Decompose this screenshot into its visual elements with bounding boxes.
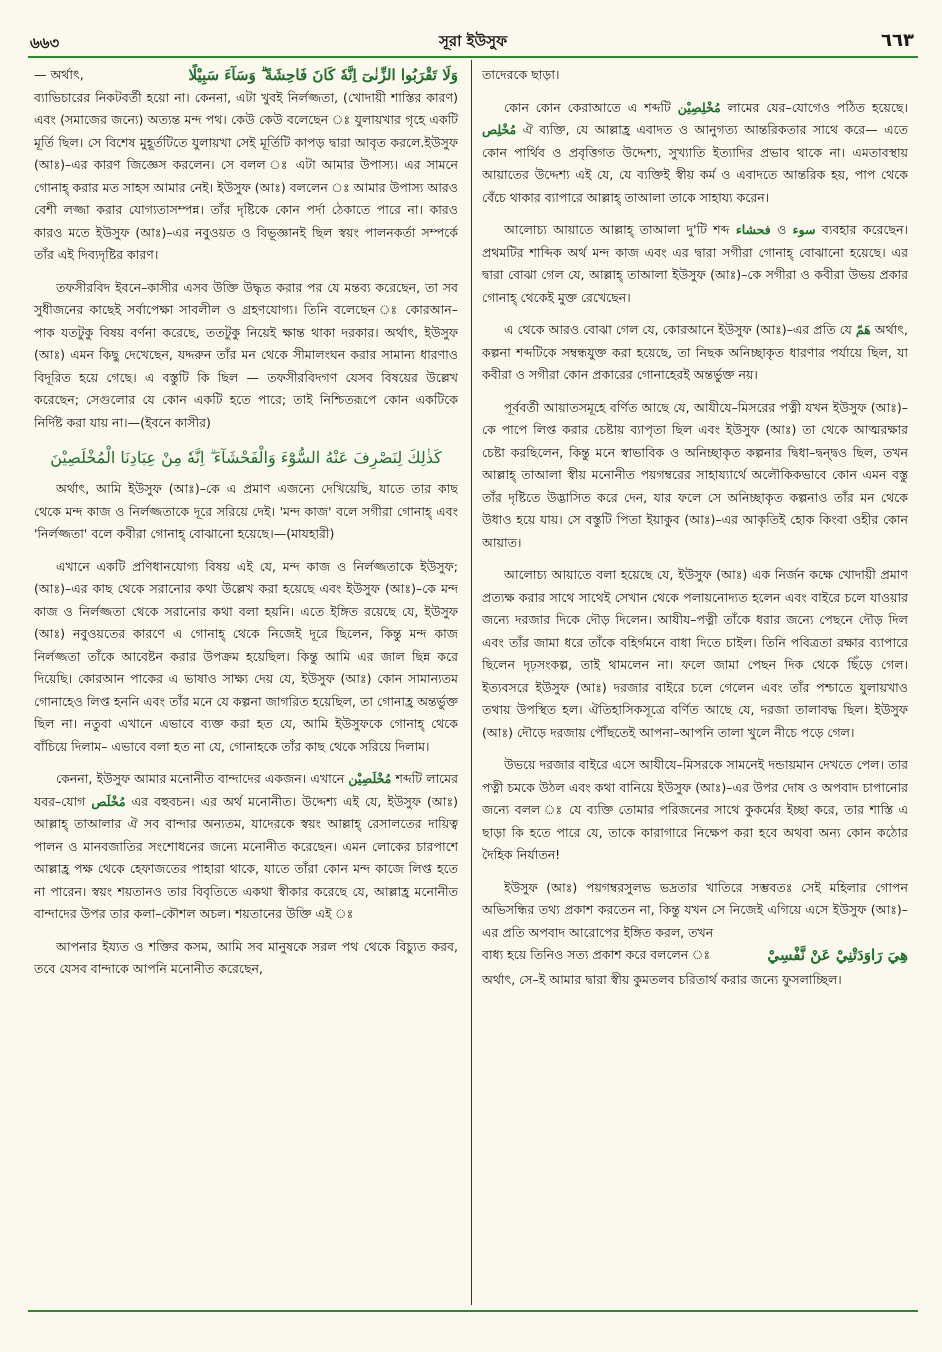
verse-line-right (482, 944, 908, 967)
paragraph: তফসীরবিদ ইবনে–কাসীর এসব উক্তি উদ্ধৃত করার পর যে মন্তব্য করেছেন, তা সব সুধীজনের কাছেই সর্বাপেক্ষা সাবলীল ও গ্রহণযোগ্য। তিনি বলেছেন ঃ কোরআন–পাক যতটুকু বিষয় বর্ণনা করেছে, ততটুকু নিয়েই ক্ষান্ত থাকা দরকার। অর্থাৎ, ইউসুফ (আঃ) এমন কিছু দেখেছেন, যদ্দরুন তাঁর মন থেকে সীমালংঘন করার সামান্য ধারণাও বিদূরিত হয়ে গেছে। এ বস্তুটি কি ছিল — তফসীরবিদগণ যেসব বিষয়ের উল্লেখ করেছেন; সেগুলোর যে কোন একটি হতে পারে; তাই নিশ্চিতরূপে কোন একটিকে নির্দিষ্ট করা যায় না।—(ইবনে কাসীর) (34, 279, 458, 430)
paragraph: এখানে একটি প্রণিধানযোগ্য বিষয় এই যে, মন্দ কাজ ও নির্লজ্জতাকে ইউসুফ; (আঃ)–এর কাছ থেকে সরানোর কথা উল্লেখ করা হয়েছে এবং ইউসুফ (আঃ)–কে মন্দ কাজ ও নির্লজ্জতা থেকে সরানোর কথা বলা হয়নি। এতে ইঙ্গিত রয়েছে যে, ইউসুফ (আঃ) নবুওয়তের কারণে এ গোনাহ্ থেকে নিজেই দূরে ছিলেন, কিন্তু মন্দ কাজ নির্লজ্জতা তাঁকে আবেষ্টন করার উপক্রম হয়েছিল। কিন্তু আমি এর জাল ছিন্ন করে দিয়েছি। কোরআন পাকের এ ভাষাও সাক্ষ্য দেয় যে, ইউসুফ (আঃ) কোন সামান্যতম গোনাহেও লিপ্ত হননি এবং তাঁর মনে যে কল্পনা জাগরিত হয়েছিল, তা গোনাহ্র অন্তর্ভুক্ত ছিল না। নতুবা এখানে এভাবে ব্যক্ত করা হত যে, আমি ইউসুফকে গোনাহ্ থেকে বাঁচিয়ে দিলাম– এভাবে বলা হত না যে, গোনাহকে তাঁর কাছ থেকে সরিয়ে দিলাম। (34, 558, 458, 754)
column-divider (471, 60, 472, 1305)
verse-suffix: — অর্থাৎ, (34, 67, 84, 82)
paragraph (34, 768, 458, 926)
arabic-verse-3: هِيَ رَاوَدَتْنِيْ عَنْ نَّفْسِيْ (767, 946, 908, 964)
arabic-verse-1: وَلَا تَقْرَبُوا الزِّنٰىٓ اِنَّهٗ كَانَ فَاحِشَةً ۗ وَسَآءَ سَبِيْلًا (188, 66, 458, 84)
paragraph: ব্যাভিচারের নিকটবর্তী হয়ো না। কেননা, এটা খুবই নির্লজ্জতা, (খোদায়ী শাস্তির কারণ) এবং (সমাজের জন্যে) অত্যন্ত মন্দ পথ। কেউ কেউ বলেছেন ঃ যুলায়খার গৃহে একটি মূর্তি ছিল। সে বিশেষ মুহূর্তটিতে যুলায়খা সেই মূর্তিটি কাপড় দ্বারা আবৃত করলে.ইউসুফ (আঃ)–এর কারণ জিজ্ঞেস করলেন। সে বলল ঃ এটা আমার উপাস্য। এর সামনে গোনাহ্ করার মত সাহস আমার নেই। ইউসুফ (আঃ) বললেন ঃ আমার উপাস্য আরও বেশী লজ্জা করার যোগ্যতাসম্পন্ন। তাঁর দৃষ্টিকে কোন পর্দা ঠেকাতে পারে না। কারও কারও মতে ইউসুফ (আঃ)–এর নবুওয়ত ও বিভূজ্ঞানই ছিল স্বয়ং পালনকর্তা সম্পর্কে তাঁর এই দিব্যদৃষ্টির কারণ। (34, 89, 458, 262)
paragraph: আলোচ্য আয়াতে বলা হয়েছে যে, ইউসুফ (আঃ) এক নির্জন কক্ষে খোদায়ী প্রমাণ প্রত্যক্ষ করার সাথে সাথেই সেখান থেকে পলায়নোদ্যত হলেন এবং বাইরে চলে যাওয়ার জন্যে দরজার দিকে দৌড় দিলেন। আযীয–পত্নী তাঁকে ধরার জন্যে পেছনে দৌড় দিল এবং তাঁর জামা ধরে তাঁকে বহির্গমনে বাধা দিতে চাইল। তিনি পবিত্রতা রক্ষার ব্যাপারে ছিলেন দৃঢ়সংকল্প, তাই থামলেন না। ফলে জামা পেছন দিক থেকে ছিঁড়ে গেল। ইত্যবসরে ইউসুফ (আঃ) দরজার বাইরে চলে গেলেন এবং তাঁর পশ্চাতে যুলায়খাও তথায় উপস্থিত হল। ঐতিহাসিকসূত্রে বর্ণিত আছে যে, দরজা তালাবদ্ধ ছিল। ইউসুফ (আঃ) দৌড়ে দরজায় পৌঁছতেই আপনা–আপনি তালা খুলে নীচে পড়ে গেল। (482, 567, 908, 740)
arabic-word: مُخْلِص (482, 122, 517, 137)
arabic-word: فحشاء (735, 222, 771, 237)
text-span: ব্যবহার করেছেন। প্রথমটির শাব্দিক অর্থ মন্দ কাজ এবং এর দ্বারা সগীরা গোনাহ্ বোঝানো হয়েছে। এর দ্বারা বোঝা গেল যে, আল্লাহ্ তাআলা ইউসুফ (আঃ)–কে সগীরা ও কবীরা উভয় প্রকার গোনাহ্ থেকেই মুক্ত রেখেছেন। (482, 222, 908, 305)
paragraph: তাদেরকে ছাড়া। (482, 67, 560, 82)
paragraph (482, 319, 908, 387)
paragraph: আপনার ইয্যত ও শক্তির কসম, আমি সব মানুষকে সরল পথ থেকে বিচ্যুত করব, তবে যেসব বান্দাকে আপনি মনোনীত করেছেন, (34, 938, 458, 976)
text-span: আলোচ্য আয়াতে আল্লাহ্ তাআলা দু'টি শব্দ (504, 222, 730, 237)
arabic-word: مُخْلَصِيْن (348, 771, 392, 786)
verse-line-1 (34, 64, 458, 87)
paragraph (482, 97, 908, 210)
text-span: ও (777, 222, 787, 237)
text-span: অর্থাৎ, কল্পনা শব্দটিকে সম্বন্ধযুক্ত করা হয়েছে, তা নিছক অনিচ্ছাকৃত ধারণার পর্যায়ে ছিল, যা কবীরা ও সগীরা কোন প্রকারের গোনাহেরই অন্তর্ভুক্ত নয়। (482, 322, 908, 382)
paragraph: অর্থাৎ, সে–ই আমার দ্বারা স্বীয় কুমতলব চরিতার্থ করার জন্যে ফুসলাচ্ছিল। (482, 971, 842, 987)
text-span: এ থেকে আরও বোঝা গেল যে, কোরআনে ইউসুফ (আঃ)–এর প্রতি যে (504, 322, 852, 337)
text-span: ঐ ব্যক্তি, যে আল্লাহ্র এবাদত ও আনুগত্য আন্তরিকতার সাথে করে— এতে কোন পার্থিব ও প্রবৃত্তিগত উদ্দেশ্য, সুখ্যাতি ইত্যাদির প্রভাব থাকে না। এমতাবস্থায় আয়াতের উদ্দেশ্য এই যে, যে ব্যক্তিই স্বীয় কর্ম ও এবাদতে আন্তরিক হয়, পাপ থেকে বেঁচে থাকার ব্যাপারে আল্লাহ্ তাআলা তাকে সাহায্য করেন। (482, 122, 908, 205)
text-span: শব্দটি লামের যবর–যোগ (34, 771, 458, 809)
page-number-right: ٦٦٣ (881, 30, 914, 51)
arabic-word: سوء (792, 222, 816, 237)
paragraph (482, 219, 908, 309)
arabic-verse-2: كَذٰلِكَ لِنَصْرِفَ عَنْهُ السُّوْٓءَ وَالْفَحْشَآءَ ۗ اِنَّهٗ مِنْ عِبَادِنَا الْمُخْلَصِيْنَ (50, 448, 442, 467)
header-rule (28, 56, 918, 58)
text-span: লামের যের–যোগেও পঠিত হয়েছে। (727, 99, 908, 115)
left-column (34, 64, 458, 1304)
arabic-word: مُخْلَص (91, 793, 126, 809)
paragraph: অর্থাৎ, আমি ইউসুফ (আঃ)–কে এ প্রমাণ এজন্যে দেখিয়েছি, যাতে তার কাছ থেকে মন্দ কাজ ও নির্লজ্জতাকে দূরে সরিয়ে দেই। 'মন্দ কাজ' বলে সগীরা গোনাহ্ এবং 'নির্লজ্জতা' বলে কবীরা গোনাহ্ বোঝানো হয়েছে।—(মাযহারী) (34, 481, 458, 541)
surah-title: সূরা ইউসুফ (438, 32, 508, 50)
page-header (28, 22, 918, 56)
text-span: ইউসুফ (আঃ) পয়গম্বরসুলভ ভদ্রতার খাতিরে সম্ভবতঃ সেই মহিলার গোপন অভিসন্ধির তথ্য প্রকাশ করতেন না, কিন্তু যখন সে নিজেই এগিয়ে এসে ইউসুফ (আঃ)–এর প্রতি অপবাদ আরোপের ইঙ্গিত করল, তখন (482, 879, 908, 940)
page-number-left: ৬৬৩ (30, 34, 60, 52)
text-span: বাধ্য হয়ে তিনিও সত্য প্রকাশ করে বললেন ঃ (482, 947, 711, 962)
paragraph (482, 877, 908, 945)
text-span: কেননা, ইউসুফ আমার মনোনীত বান্দাদের একজন। এখানে (56, 771, 345, 786)
paragraph: পূর্ববর্তী আয়াতসমূহে বর্ণিত আছে যে, আযীযে–মিসরের পত্নী যখন ইউসুফ (আঃ)–কে পাপে লিপ্ত করার চেষ্টায় ব্যাপৃতা ছিল এবং ইউসুফ (আঃ) তা থেকে আত্মরক্ষার চেষ্টা করছিলেন, কিন্তু মনে স্বাভাবিক ও অনিচ্ছাকৃত কল্পনার দ্বিধা–দ্বন্দ্বও ছিল, তখন আল্লাহ্ তাআলা স্বীয় মনোনীত পয়গম্বরের সাহায্যার্থে অলৌকিকভাবে কোন এমন বস্তু তাঁর দৃষ্টিতে উদ্ভাসিত করে দেন, যার ফলে সে অনিচ্ছাকৃত কল্পনাও তাঁর মন থেকে উধাও হয়ে যায়। সে বস্তুটি পিতা ইয়াকুব (আঃ)–এর আকৃতিই হোক কিংবা ওহীর কোন আয়াত। (482, 399, 908, 550)
text-span: এর বহুবচন। এর অর্থ মনোনীত। উদ্দেশ্য এই যে, ইউসুফ (আঃ) আল্লাহ্ তাআলার ঐ সব বান্দার অন্যতম, যাদেরকে স্বয়ং আল্লাহ্ রেসালতের দায়িত্ব পালন ও মানবজাতির সংশোধনের জন্যে মনোনীত করেছেন। এমন লোকের চারপাশে আল্লাহ্র পক্ষ থেকে হেফাজতের পাহারা থাকে, যাতে তাঁরা কোন মন্দ কাজে লিপ্ত হতে না পারেন। স্বয়ং শয়তানও তার বিবৃতিতে একথা স্বীকার করেছে যে, আল্লাহ্র মনোনীত বান্দাদের উপর তার কলা–কৌশল অচল। শয়তানের উক্তি এই ঃ (34, 793, 458, 921)
footer-rule (28, 1310, 918, 1312)
paragraph: উভয়ে দরজার বাইরে এসে আযীযে–মিসরকে সামনেই দন্ডায়মান দেখতে পেল। তার পত্নী চমকে উঠল এবং কথা বানিয়ে ইউসুফ (আঃ)–এর উপর দোষ ও অপবাদ চাপানোর জন্যে বলল ঃ যে ব্যক্তি তোমার পরিজনের সাথে কুকর্মের ইচ্ছা করে, তার শাস্তি এ ছাড়া কি হতে পারে যে, তাকে কারাগারে নিক্ষেপ করা হবে অথবা অন্য কোন কঠোর দৈহিক নির্যাতন! (482, 757, 908, 862)
arabic-word: هَمّ (855, 322, 871, 337)
text-span: কোন কোন কেরাআতে এ শব্দটি (504, 99, 671, 115)
right-column (482, 64, 908, 1304)
arabic-word: مُخْلِصِيْن (677, 99, 721, 115)
